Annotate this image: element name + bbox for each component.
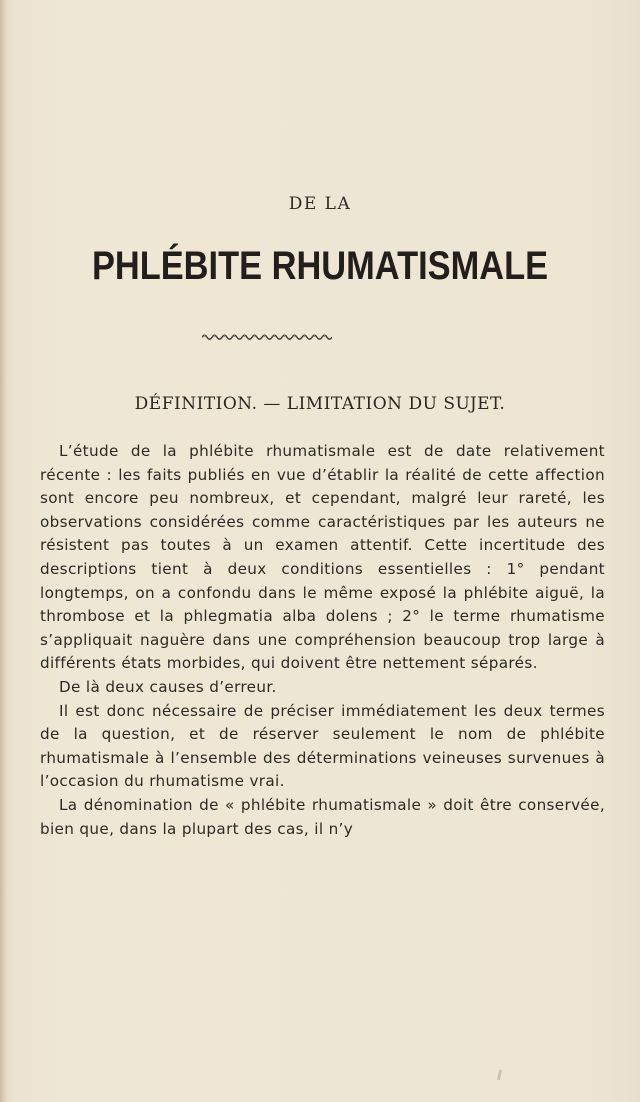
- section-heading: DÉFINITION. — LIMITATION DU SUJET.: [134, 394, 506, 414]
- page-binding-edge: [0, 0, 6, 1102]
- paragraph-4: La dénomination de « phlébite rhumatismale » doit être conservée, bien que, dans la plupart des cas, il n’y: [40, 795, 605, 838]
- body-text: [40, 440, 605, 841]
- pre-title: DE LA: [288, 194, 352, 214]
- paragraph-2: De là deux causes d’erreur.: [59, 677, 277, 696]
- wavy-rule-ornament: [202, 331, 332, 341]
- main-title: PHLÉBITE RHUMATISMALE: [91, 244, 549, 288]
- page-smudge: [497, 1070, 502, 1080]
- paragraph-1: L’étude de la phlébite rhumatismale est de date relativement récente : les faits publiés en vue d’établir la réalité de cette affection sont encore peu nombreux, et cependant, malgré leur rareté, les observations considérées comme caractéristiques par les auteurs ne résistent pas toutes à un examen attentif. Cette incertitude des descriptions tient à deux conditions essentielles : 1° pendant longtemps, on a confondu dans le même exposé la phlébite aiguë, la thrombose et la phlegmatia alba dolens ; 2° le terme rhumatisme s’appliquait naguère dans une compréhension beaucoup trop large à différents états morbides, qui doivent être nettement séparés.: [40, 442, 605, 673]
- paragraph-3: Il est donc nécessaire de préciser immédiatement les deux termes de la question, et de réserver seulement le nom de phlébite rhumatismale à l’ensemble des déterminations veineuses survenues à l’occasion du rhumatisme vrai.: [40, 701, 605, 791]
